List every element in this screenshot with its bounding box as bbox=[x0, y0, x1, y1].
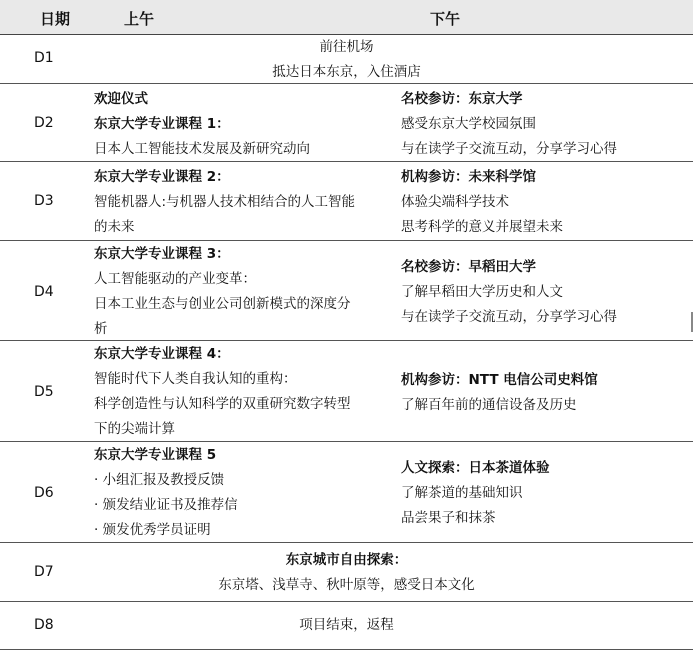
cell-line: 与在读学子交流互动，分享学习心得 bbox=[401, 309, 617, 325]
cell-line: 欢迎仪式 bbox=[94, 91, 148, 107]
cell-line: 日本人工智能技术发展及新研究动向 bbox=[94, 141, 310, 157]
cell-line: 的未来 bbox=[94, 219, 135, 235]
cell-line: 智能时代下人类自我认知的重构： bbox=[94, 371, 297, 387]
cell-line: 东京大学专业课程 5 bbox=[94, 447, 217, 463]
cell-line: 科学创造性与认知科学的双重研究数字转型 bbox=[94, 396, 351, 412]
day-label: D5 bbox=[34, 384, 54, 400]
cell-line: 下的尖端计算 bbox=[94, 421, 175, 437]
table-header bbox=[0, 0, 693, 35]
cell-line: 名校参访：早稻田大学 bbox=[401, 259, 536, 275]
day-label: D1 bbox=[34, 50, 54, 66]
cell-line: · 颁发优秀学员证明 bbox=[94, 522, 211, 538]
cell-line: 人工智能驱动的产业变革： bbox=[94, 271, 256, 287]
full-day-cell bbox=[0, 548, 693, 598]
cell-line: 智能机器人:与机器人技术相结合的人工智能 bbox=[94, 194, 356, 210]
cell-line: 东京大学专业课程 2： bbox=[94, 169, 230, 185]
cell-line: 了解百年前的通信设备及历史 bbox=[401, 397, 577, 413]
cell-line: 体验尖端科学技术 bbox=[401, 194, 509, 210]
cell-line: 东京大学专业课程 1： bbox=[94, 116, 230, 132]
table-row bbox=[0, 342, 693, 442]
cell-line: 名校参访：东京大学 bbox=[401, 91, 523, 107]
day-label: D6 bbox=[34, 485, 54, 501]
day-label: D3 bbox=[34, 193, 54, 209]
cell-line: 与在读学子交流互动，分享学习心得 bbox=[401, 141, 617, 157]
table-row bbox=[0, 603, 693, 650]
cell-line: · 小组汇报及教授反馈 bbox=[94, 472, 225, 488]
cell-line: 东京大学专业课程 4： bbox=[94, 346, 230, 362]
cell-line: 感受东京大学校园氛围 bbox=[401, 116, 536, 132]
cell-line: 人文探索：日本茶道体验 bbox=[401, 460, 550, 476]
cell-line: 东京塔、浅草寺、秋叶原等，感受日本文化 bbox=[218, 577, 475, 593]
header-afternoon: 下午 bbox=[430, 10, 461, 28]
morning-cell bbox=[94, 242, 351, 342]
afternoon-cell bbox=[401, 368, 598, 418]
cell-line: 了解早稻田大学历史和人文 bbox=[401, 284, 563, 300]
header-morning: 上午 bbox=[124, 10, 155, 28]
day-label: D7 bbox=[34, 564, 54, 580]
morning-cell bbox=[94, 342, 351, 442]
full-day-cell bbox=[0, 35, 693, 85]
cell-line: · 颁发结业证书及推荐信 bbox=[94, 497, 238, 513]
morning-cell bbox=[94, 87, 310, 162]
table-row bbox=[0, 242, 693, 341]
cell-line: 日本工业生态与创业公司创新模式的深度分 bbox=[94, 296, 351, 312]
cell-line: 东京城市自由探索： bbox=[285, 552, 408, 568]
cell-line: 机构参访：未来科学馆 bbox=[401, 169, 536, 185]
table-row bbox=[0, 35, 693, 84]
morning-cell bbox=[94, 165, 355, 240]
day-label: D2 bbox=[34, 115, 54, 131]
cell-line: 抵达日本东京，入住酒店 bbox=[272, 64, 421, 80]
cell-line: 东京大学专业课程 3： bbox=[94, 246, 230, 262]
cell-line: 了解茶道的基础知识 bbox=[401, 485, 523, 501]
cell-line: 项目结束，返程 bbox=[299, 617, 394, 633]
full-day-cell bbox=[0, 613, 693, 638]
morning-cell bbox=[94, 443, 238, 543]
cell-line: 前往机场 bbox=[319, 39, 374, 55]
cell-line: 品尝果子和抹茶 bbox=[401, 510, 496, 526]
afternoon-cell bbox=[401, 87, 617, 162]
cell-line: 机构参访：NTT 电信公司史料馆 bbox=[401, 372, 598, 388]
afternoon-cell bbox=[401, 165, 563, 240]
day-label: D4 bbox=[34, 284, 54, 300]
table-row bbox=[0, 163, 693, 241]
table-row bbox=[0, 443, 693, 543]
cell-line: 析 bbox=[94, 321, 108, 337]
day-label: D8 bbox=[34, 617, 54, 633]
cell-line: 思考科学的意义并展望未来 bbox=[401, 219, 563, 235]
header-day: 日期 bbox=[40, 10, 71, 28]
afternoon-cell bbox=[401, 456, 550, 531]
table-row bbox=[0, 85, 693, 162]
afternoon-cell bbox=[401, 255, 617, 330]
table-row bbox=[0, 544, 693, 602]
